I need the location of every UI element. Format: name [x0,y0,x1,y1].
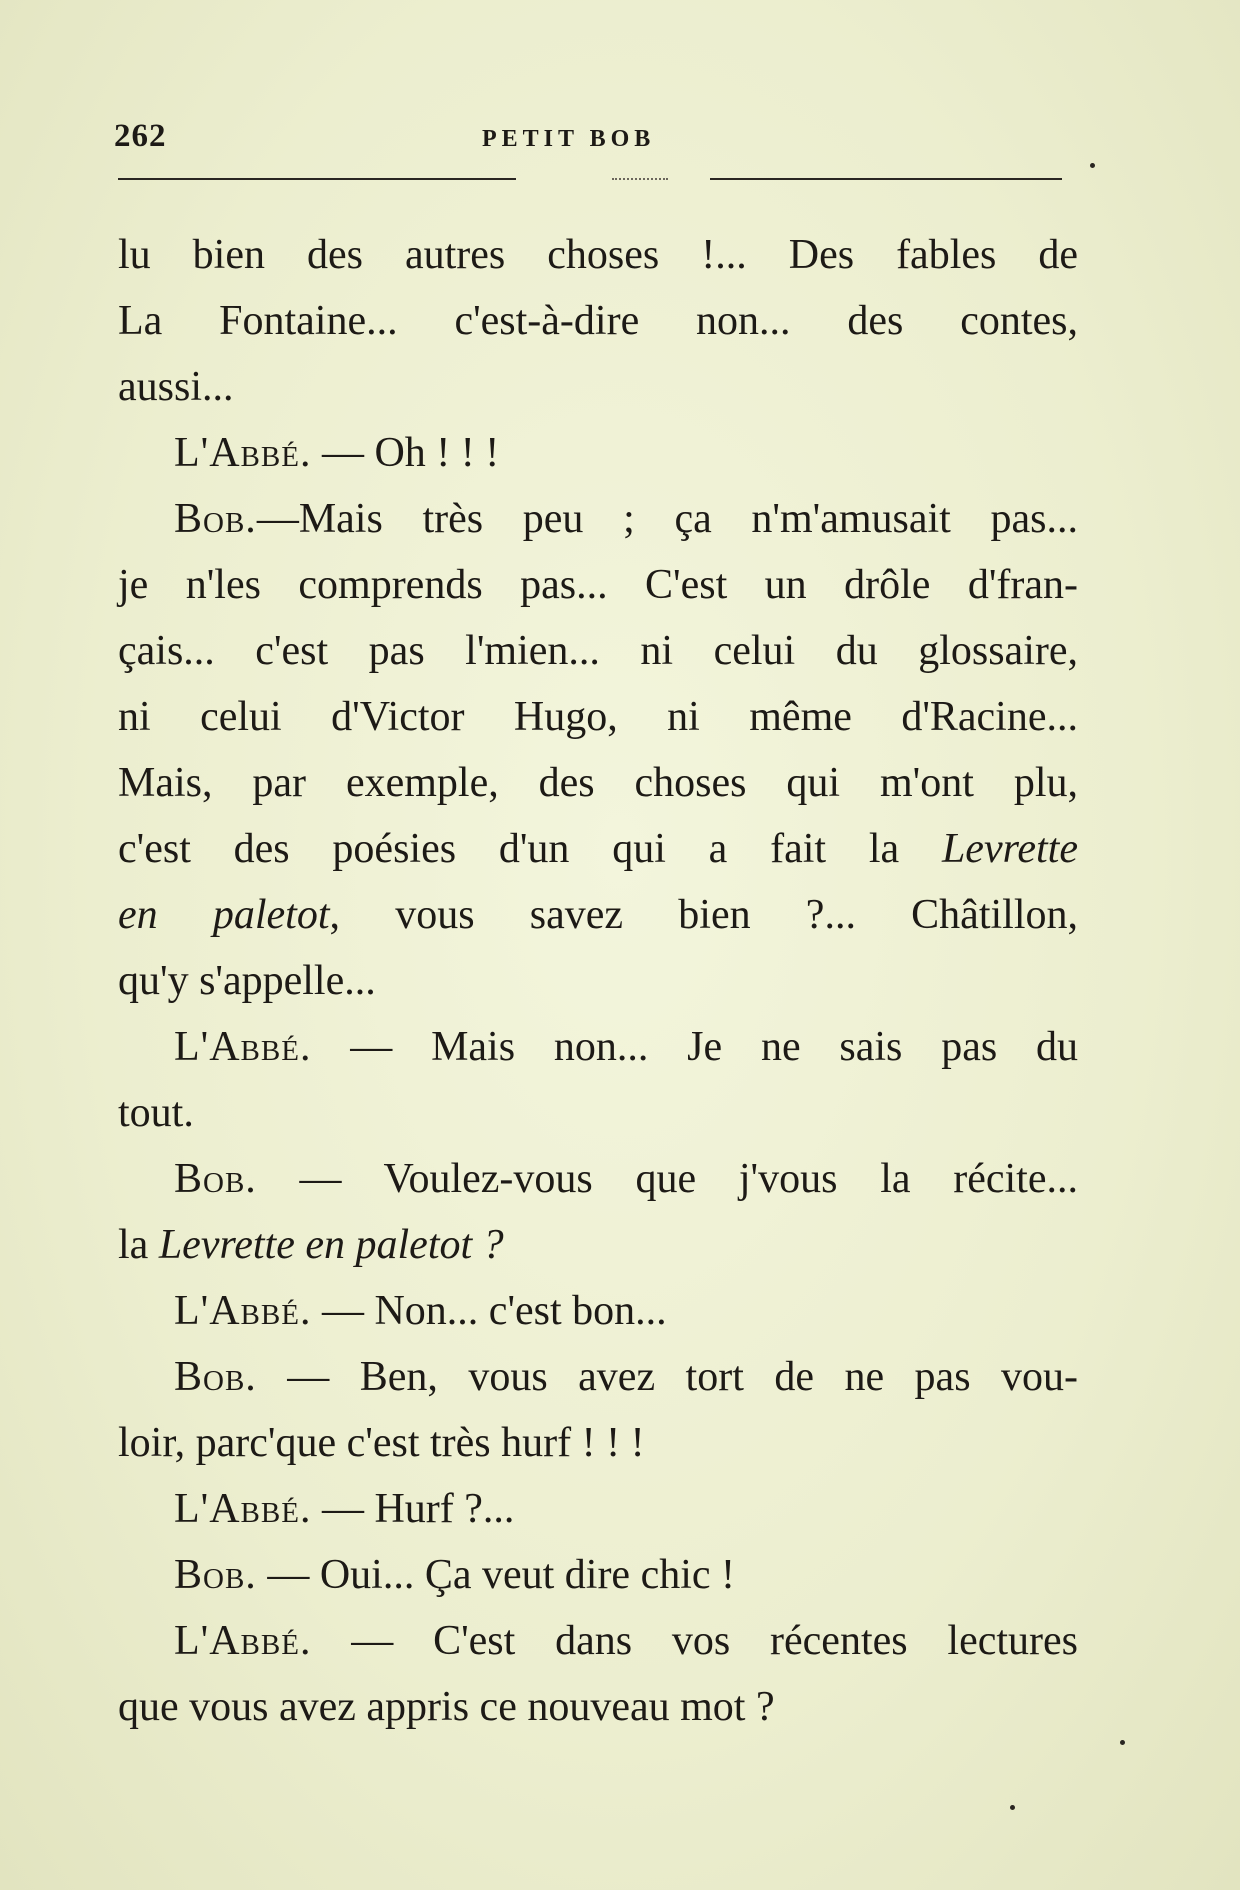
speaker-name: Bob. [174,1552,257,1598]
page-body [118,222,1078,1740]
text-line: ni celui d'Victor Hugo, ni même d'Racine... [118,694,1078,740]
text-line: lu bien des autres choses !... Des fables de [118,232,1078,278]
speaker-name: L'Abbé. [174,1024,312,1070]
text-line: çais... c'est pas l'mien... ni celui du glossaire, [118,628,1078,674]
speaker-name: Bob. [174,1156,257,1202]
speaker-name: Bob. [174,1354,257,1400]
speaker-name: Bob. [174,496,257,542]
text-line: c'est des poésies d'un qui a fait la Levrette [118,826,1078,872]
text-line: tout. [118,1090,194,1136]
speaker-name: L'Abbé. [174,1618,312,1664]
text-line: en paletot, vous savez bien ?... Châtillon, [118,892,1078,938]
dialogue-line: Bob. — Voulez-vous que j'vous la récite... [174,1156,1078,1202]
speaker-name: L'Abbé. [174,1486,312,1532]
dialogue-line: L'Abbé. — Hurf ?... [174,1486,515,1532]
text-line: loir, parc'que c'est très hurf ! ! ! [118,1420,645,1466]
text-line: aussi... [118,364,234,410]
dialogue-line: Bob.—Mais très peu ; ça n'm'amusait pas... [174,496,1078,542]
speaker-name: L'Abbé. [174,430,312,476]
header-rule-left [118,178,516,180]
header-rule-right [710,178,1062,180]
text-line: que vous avez appris ce nouveau mot ? [118,1684,775,1730]
dialogue-line: L'Abbé. — Non... c'est bon... [174,1288,667,1334]
page-number: 262 [114,118,167,154]
dialogue-line: L'Abbé. — Mais non... Je ne sais pas du [174,1024,1078,1070]
italic-title: Levrette [941,826,1078,872]
text-line: Mais, par exemple, des choses qui m'ont plu, [118,760,1078,806]
dialogue-line: Bob. — Oui... Ça veut dire chic ! [174,1552,736,1598]
text-line: je n'les comprends pas... C'est un drôle d'fran- [118,562,1078,608]
dialogue-line: L'Abbé. — Oh ! ! ! [174,430,500,476]
text-line: qu'y s'appelle... [118,958,376,1004]
text-line: La Fontaine... c'est-à-dire non... des contes, [118,298,1078,344]
dialogue-line: Bob. — Ben, vous avez tort de ne pas vou- [174,1354,1078,1400]
ink-speck [1120,1740,1125,1745]
header-rule-middle [612,178,668,180]
dialogue-line: L'Abbé. — C'est dans vos récentes lectures [174,1618,1078,1664]
text-line: la Levrette en paletot ? [118,1222,504,1268]
ink-speck [1010,1805,1015,1810]
italic-title: en paletot [118,892,330,938]
speaker-name: L'Abbé. [174,1288,312,1334]
ink-speck [1090,163,1095,168]
italic-title: Levrette en paletot ? [158,1222,504,1268]
running-title: PETIT BOB [482,126,656,152]
page-header [112,118,1072,158]
